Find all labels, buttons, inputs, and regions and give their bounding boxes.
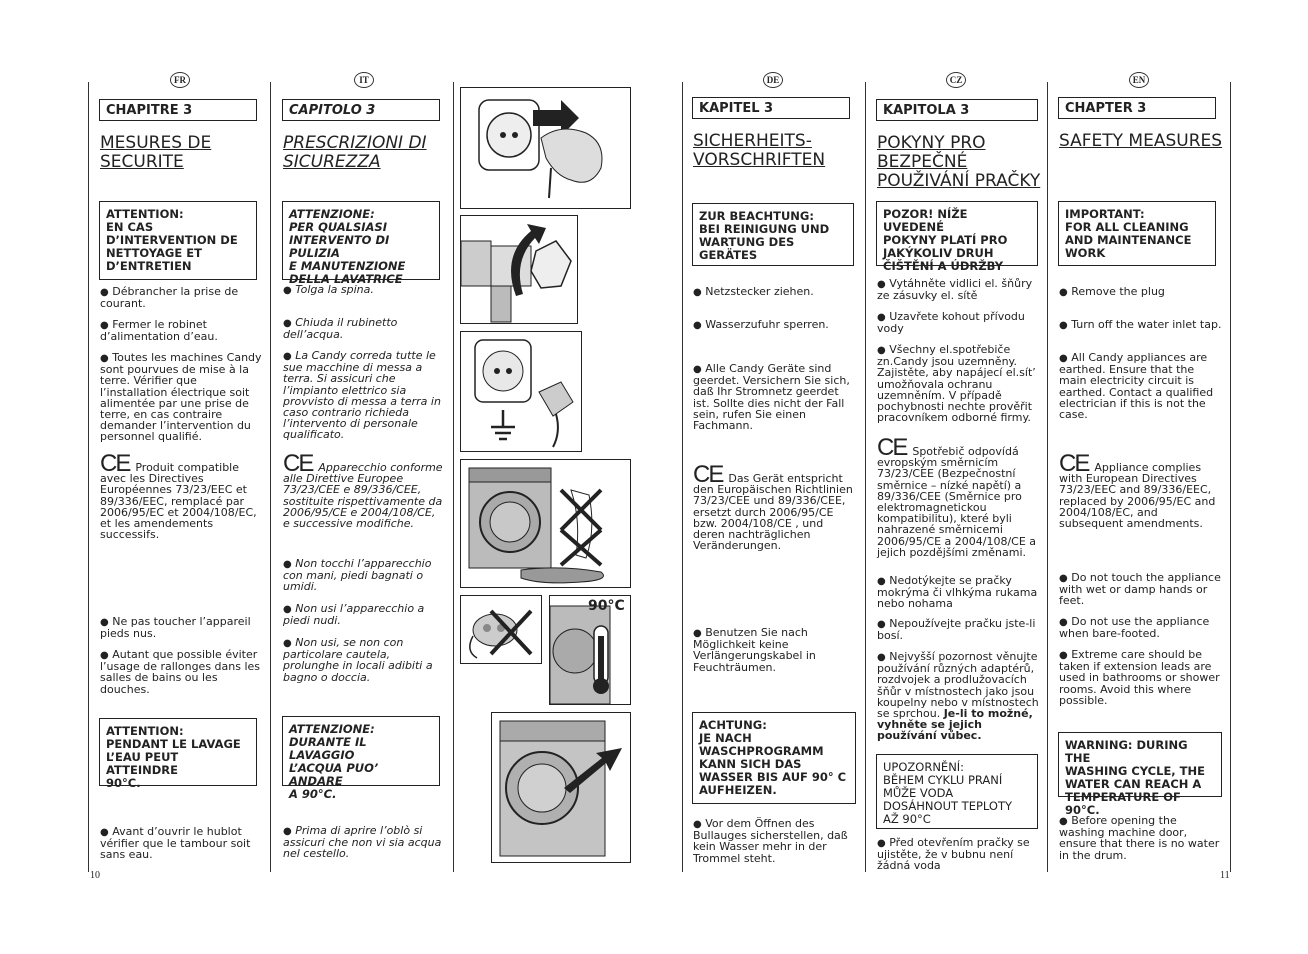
unplug-illustration <box>460 87 631 209</box>
list-item: ● La Candy correda tutte le sue macchine di messa a terra. Si assicuri che l’impianto elettrico sia provvisto di messa a terra in caso contrario richieda l’intervento di personale qualificato. <box>283 349 441 442</box>
divider <box>1230 82 1231 872</box>
extension-lead-icon <box>461 596 541 663</box>
list-item: ● Débrancher la prise de courant. <box>100 285 239 311</box>
warning-box: ZUR BEACHTUNG: BEI REINIGUNG UND WARTUNG DES GERÄTES <box>692 203 854 266</box>
warning-box: ATTENZIONE: DURANTE IL LAVAGGIO L’ACQUA PUO’ ANDARE A 90°C. <box>282 716 440 786</box>
ce-mark-icon: CE <box>1059 450 1089 477</box>
chapter-heading: KAPITEL 3 <box>692 97 850 119</box>
list-item: ● Všechny el.spotřebiče zn.Candy jsou uzemněny. Zajistěte, aby napájecí el.sít’ umožňovala ochranu uzemněním. V případě pochybnosti nechte prověřit pracovníkem odborné firmy. <box>877 343 1036 425</box>
warning-box: ATTENZIONE: PER QUALSIASI INTERVENTO DI PULIZIA E MANUTENZIONE DELLA LAVATRICE <box>282 201 440 280</box>
hot-water-illustration <box>549 595 631 705</box>
warning-box: ACHTUNG: JE NACH WASCHPROGRAMM KANN SICH DAS WASSER BIS AUF 90° C AUFHEIZEN. <box>692 712 856 804</box>
section-title: SAFETY MEASURES <box>1059 131 1223 151</box>
list-item: ● Alle Candy Geräte sind geerdet. Versichern Sie sich, daß Ihr Stromnetz geerdet ist. Sollte dies nicht der Fall sein, rufen Sie einen Fachmann. <box>693 362 850 433</box>
list-item: ● Vytáhněte vidlici el. šňůry ze zásuvky el. sítě <box>877 277 1033 303</box>
divider <box>1047 82 1048 872</box>
list-item: ● Uzavřete kohout přívodu vody <box>877 310 1025 336</box>
list-item: ● Toutes les machines Candy sont pourvues de mise à la terre. Vérifier que l’installation électrique soit alimentée par une prise de terre, en cas contraire demander l’intervention du personnel qualifié. <box>100 351 262 444</box>
lang-badge-de: DE <box>763 72 783 88</box>
wet-floor-icon <box>461 460 630 587</box>
warning-box: ATTENTION: PENDANT LE LAVAGE L’EAU PEUT ATTEINDRE 90°C. <box>99 718 257 786</box>
page-number: 10 <box>90 870 100 881</box>
list-item: ● Avant d’ouvrir le hublot vérifier que le tambour soit sans eau. <box>100 825 251 862</box>
list-item: ● Remove the plug <box>1059 285 1165 298</box>
section-title: MESURES DE SECURITE <box>100 133 212 172</box>
list-item: ● Tolga la spina. <box>283 283 374 296</box>
list-item: ● Wasserzufuhr sperren. <box>693 318 829 331</box>
list-item: ● Nepoužívejte pračku jste-li bosí. <box>877 617 1036 643</box>
list-item: ● Před otevřením pračky se ujistěte, že v bubnu není žádná voda <box>877 836 1030 873</box>
list-item: ● Before opening the washing machine door, ensure that there is no water in the drum. <box>1059 814 1220 862</box>
list-item: ● Benutzen Sie nach Möglichkeit keine Verlängerungskabel in Feuchträumen. <box>693 626 816 674</box>
temperature-label: 90°C <box>588 598 625 614</box>
ce-notice: CE Appliance complies with European Directives 73/23/EEC and 89/336/EEC, replaced by 2006/95/EC and 2004/108/EC, and subsequent amendments. <box>1059 450 1216 531</box>
ce-mark-icon: CE <box>100 450 130 477</box>
list-item: ● Prima di aprire l’oblò si assicuri che non vi sia acqua nel cestello. <box>283 824 442 861</box>
list-item: ● Non tocchi l’apparecchio con mani, piedi bagnati o umidi. <box>283 557 432 594</box>
lang-badge-cz: CZ <box>946 72 966 88</box>
chapter-heading: CHAPTER 3 <box>1058 97 1216 119</box>
warning-box: WARNING: DURING THE WASHING CYCLE, THE WATER CAN REACH A TEMPERATURE OF 90°C. <box>1058 732 1222 797</box>
ce-mark-icon: CE <box>877 434 907 461</box>
lang-badge-en: EN <box>1129 72 1149 88</box>
ce-mark-icon: CE <box>693 461 723 488</box>
list-item: ● Nejvyšší pozornost věnujte používání různých adaptérů, rozdvojek a prodlužovacích šňůr v místnostech jako jsou koupelny nebo v místnostech se sprchou. Je-li to možné, vyhněte se jejich používání vůbec. <box>877 650 1039 743</box>
list-item: ● Turn off the water inlet tap. <box>1059 318 1222 331</box>
list-item: ● Nedotýkejte se pračky mokrýma či vlhkýma rukama nebo nohama <box>877 574 1038 611</box>
ce-notice: CE Apparecchio conforme alle Direttive Europee 73/23/CEE e 89/336/CEE, sostituite rispettivamente da 2006/95/CE e 2004/108/CE, e successive modifiche. <box>283 450 443 531</box>
earthed-socket-icon <box>461 332 581 451</box>
chapter-heading: CAPITOLO 3 <box>282 99 440 121</box>
list-item: ● Do not use the appliance when bare-footed. <box>1059 615 1210 641</box>
earthed-socket-illustration <box>460 331 582 452</box>
warning-box: UPOZORNĚNÍ: BĚHEM CYKLU PRANÍ MŮŽE VODA DOSÁHNOUT TEPLOTY AŽ 90°C <box>876 754 1038 829</box>
divider <box>865 82 866 872</box>
door-open-illustration <box>491 712 631 863</box>
tap-icon <box>461 216 577 323</box>
ce-mark-icon: CE <box>283 450 313 477</box>
lang-badge-it: IT <box>354 72 374 88</box>
ce-notice: CE Das Gerät entspricht den Europäischen Richtlinien 73/23/CEE und 89/336/CEE, ersetzt durch 2006/95/CE bzw. 2004/108/CE , und deren nachträglichen Veränderungen. <box>693 461 853 553</box>
unplug-icon <box>461 88 630 208</box>
ce-notice: CE Spotřebič odpovídá evropským směrnicím 73/23/CEE (Bezpečnostní směrnice – nízké napětí) a 89/336/CEE (Směrnice pro elektromagnetickou kompatibilitu), které byli nahrazené směrnicemi 2006/95/CE a 2004/108/CE a jejich pozdějšími změnami. <box>877 434 1037 559</box>
divider <box>88 82 89 872</box>
divider <box>453 82 454 872</box>
list-item: ● Fermer le robinet d’alimentation d’eau. <box>100 318 218 344</box>
section-title: SICHERHEITS- VORSCHRIFTEN <box>693 131 826 170</box>
list-item: ● Non usi, se non con particolare cautela, prolunghe in locali adibiti a bagno o doccia. <box>283 636 433 684</box>
wet-floor-illustration <box>460 459 631 588</box>
list-item: ● Non usi l’apparecchio a piedi nudi. <box>283 602 425 628</box>
section-title: POKYNY PRO BEZPEČNÉ POUŽIVÁNÍ PRAČKY <box>877 133 1041 191</box>
door-open-icon <box>492 713 630 862</box>
list-item: ● Netzstecker ziehen. <box>693 285 814 298</box>
list-item: ● Chiuda il rubinetto dell’acqua. <box>283 316 398 342</box>
list-item: ● Extreme care should be taken if extension leads are used in bathrooms or shower rooms. Avoid this where possible. <box>1059 648 1220 707</box>
list-item: ● Do not touch the appliance with wet or damp hands or feet. <box>1059 571 1221 608</box>
chapter-heading: KAPITOLA 3 <box>876 99 1038 121</box>
tap-illustration <box>460 215 578 324</box>
extension-lead-illustration <box>460 595 542 664</box>
divider <box>270 82 271 872</box>
list-item: ● Vor dem Öffnen des Bullauges sicherstellen, daß kein Wasser mehr in der Trommel steht. <box>693 817 848 865</box>
chapter-heading: CHAPITRE 3 <box>99 99 257 121</box>
list-item: ● Ne pas toucher l’appareil pieds nus. <box>100 615 251 641</box>
list-item: ● All Candy appliances are earthed. Ensure that the main electricity circuit is earthed. Contact a qualified electrician if this is not the case. <box>1059 351 1214 422</box>
divider <box>682 82 683 872</box>
warning-box: IMPORTANT: FOR ALL CLEANING AND MAINTENANCE WORK <box>1058 201 1216 266</box>
warning-box: ATTENTION: EN CAS D’INTERVENTION DE NETTOYAGE ET D’ENTRETIEN <box>99 201 257 280</box>
ce-notice: CE Produit compatible avec les Directives Européennes 73/23/EEC et 89/336/EEC, remplacé par 2006/95/EC et 2004/108/EC, et les amendements successifs. <box>100 450 257 542</box>
page-number: 11 <box>1220 870 1230 881</box>
lang-badge-fr: FR <box>170 72 190 88</box>
list-item: ● Autant que possible éviter l’usage de rallonges dans les salles de bains ou les douches. <box>100 648 261 696</box>
warning-box: POZOR! NÍŽE UVEDENÉ POKYNY PLATÍ PRO JAKÝKOLIV DRUH ČIŠTĚNÍ A ÚDRŽBY <box>876 201 1038 266</box>
section-title: PRESCRIZIONI DI SICUREZZA <box>283 133 427 172</box>
